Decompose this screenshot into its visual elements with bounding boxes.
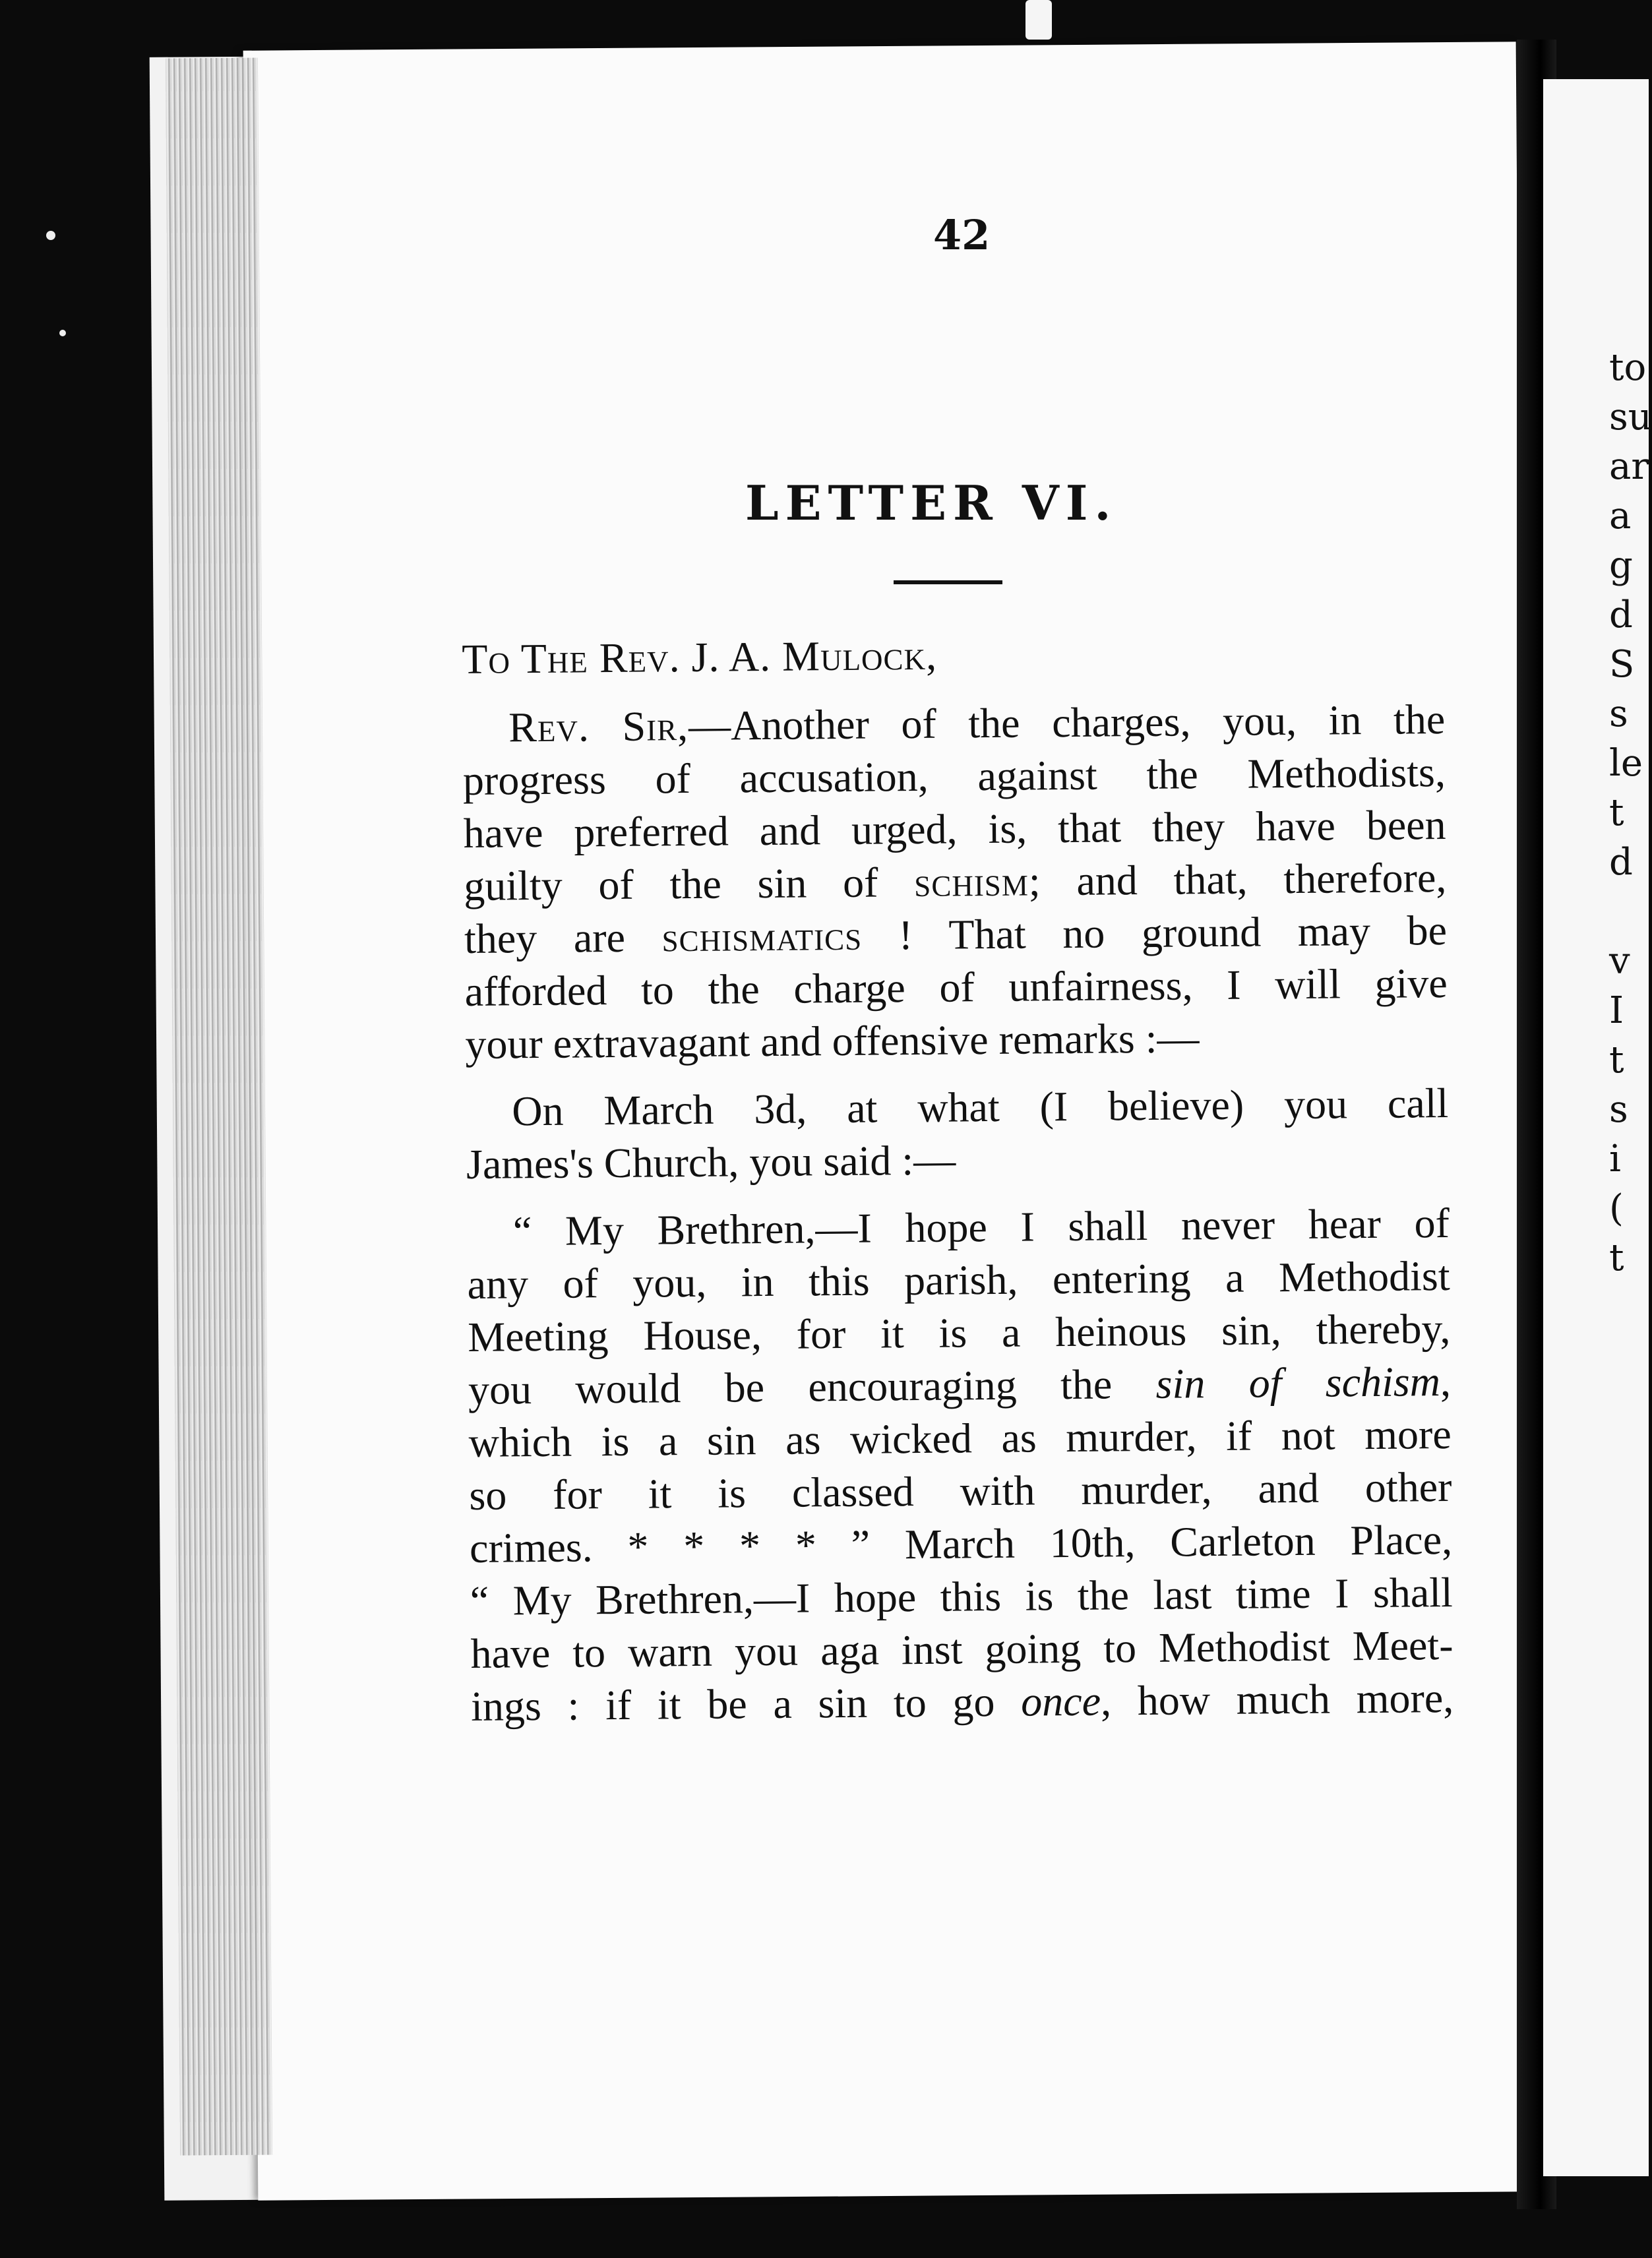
facing-line: d: [1609, 594, 1633, 636]
text-run: ings : if it be a sin to go: [470, 1678, 995, 1730]
quote-line: so for it is classed with murder, and other: [469, 1463, 1452, 1519]
page-number: 42: [933, 211, 991, 259]
text-run: ,: [1440, 1357, 1452, 1405]
facing-line: I: [1609, 989, 1624, 1032]
facing-line: (: [1609, 1187, 1624, 1230]
quote-line: any of you, in this parish, entering a Methodist: [467, 1252, 1450, 1308]
quote-line: “ My Brethren,—I hope this is the last time I shall: [470, 1568, 1453, 1624]
facing-line: s: [1609, 692, 1628, 735]
facing-line: t: [1609, 1039, 1624, 1082]
facing-line: d: [1609, 841, 1633, 884]
paragraph-line: [464, 904, 1448, 965]
paragraph-line: have preferred and urged, is, that they have been: [463, 801, 1446, 857]
letter-body: [462, 625, 1453, 1733]
facing-line: g: [1609, 544, 1633, 587]
salutation: To The Rev. J. A. Mulock,: [462, 631, 938, 683]
quote-line: Meeting House, for it is a heinous sin, thereby,: [468, 1304, 1451, 1360]
facing-page-text: [1609, 343, 1652, 1283]
paragraph-line: [462, 693, 1446, 754]
facing-line: s: [1609, 1088, 1628, 1131]
text-run: —Another of the charges, you, in the: [688, 695, 1446, 750]
text-run: ; and that, therefore,: [1028, 853, 1447, 905]
emphasis-schismatics: schismatics: [661, 911, 863, 961]
italic-sin-of-schism: sin of schism: [1155, 1358, 1441, 1407]
quote-line: which is a sin as wicked as murder, if not more: [468, 1410, 1452, 1466]
page-edges: [166, 58, 272, 2156]
facing-line: to: [1609, 346, 1647, 389]
quote-line: crimes. * * * * ” March 10th, Carleton Place,: [469, 1515, 1453, 1571]
scan-speck: [46, 231, 55, 240]
heading-rule: [894, 580, 1002, 584]
scan-speck: [1025, 0, 1052, 40]
paragraph-line: afforded to the charge of unfairness, I will give: [464, 959, 1448, 1015]
facing-line: su: [1609, 396, 1652, 439]
italic-once: once: [1020, 1677, 1101, 1725]
emphasis-schism: schism: [913, 857, 1029, 906]
text-run: you would be encouraging the: [468, 1360, 1113, 1413]
paragraph-line: your extravagant and offensive remarks :—: [465, 1014, 1200, 1068]
text-run: they are: [464, 913, 626, 962]
letter-heading: LETTER VI.: [745, 475, 1118, 531]
salutation-lead: Rev. Sir,: [508, 702, 689, 751]
facing-line: i: [1609, 1138, 1621, 1180]
facing-line: ar: [1609, 445, 1649, 488]
quote-line: [468, 1355, 1452, 1417]
facing-line: S: [1609, 643, 1635, 686]
facing-line: a: [1609, 495, 1632, 537]
text-run: , how much more,: [1100, 1674, 1454, 1724]
quote-line: “ My Brethren,—I hope I shall never hear of: [512, 1199, 1450, 1255]
quote-line: have to warn you aga inst going to Methodist Meet-: [470, 1621, 1453, 1677]
text-run: guilty of the sin of: [464, 859, 878, 909]
paragraph-line: [464, 851, 1447, 913]
paragraph-line: On March 3d, at what (I believe) you call: [512, 1079, 1449, 1135]
facing-line: [1609, 887, 1652, 936]
text-run: ! That no ground may be: [898, 906, 1448, 959]
facing-line: le: [1609, 742, 1643, 785]
facing-line: t: [1609, 1236, 1624, 1279]
paragraph-line: James's Church, you said :—: [466, 1136, 956, 1188]
facing-line: t: [1609, 791, 1624, 834]
quote-line: [471, 1672, 1454, 1733]
paragraph-line: progress of accusation, against the Methodists,: [462, 748, 1446, 804]
facing-line: v: [1609, 940, 1630, 983]
scan-speck: [59, 330, 66, 336]
